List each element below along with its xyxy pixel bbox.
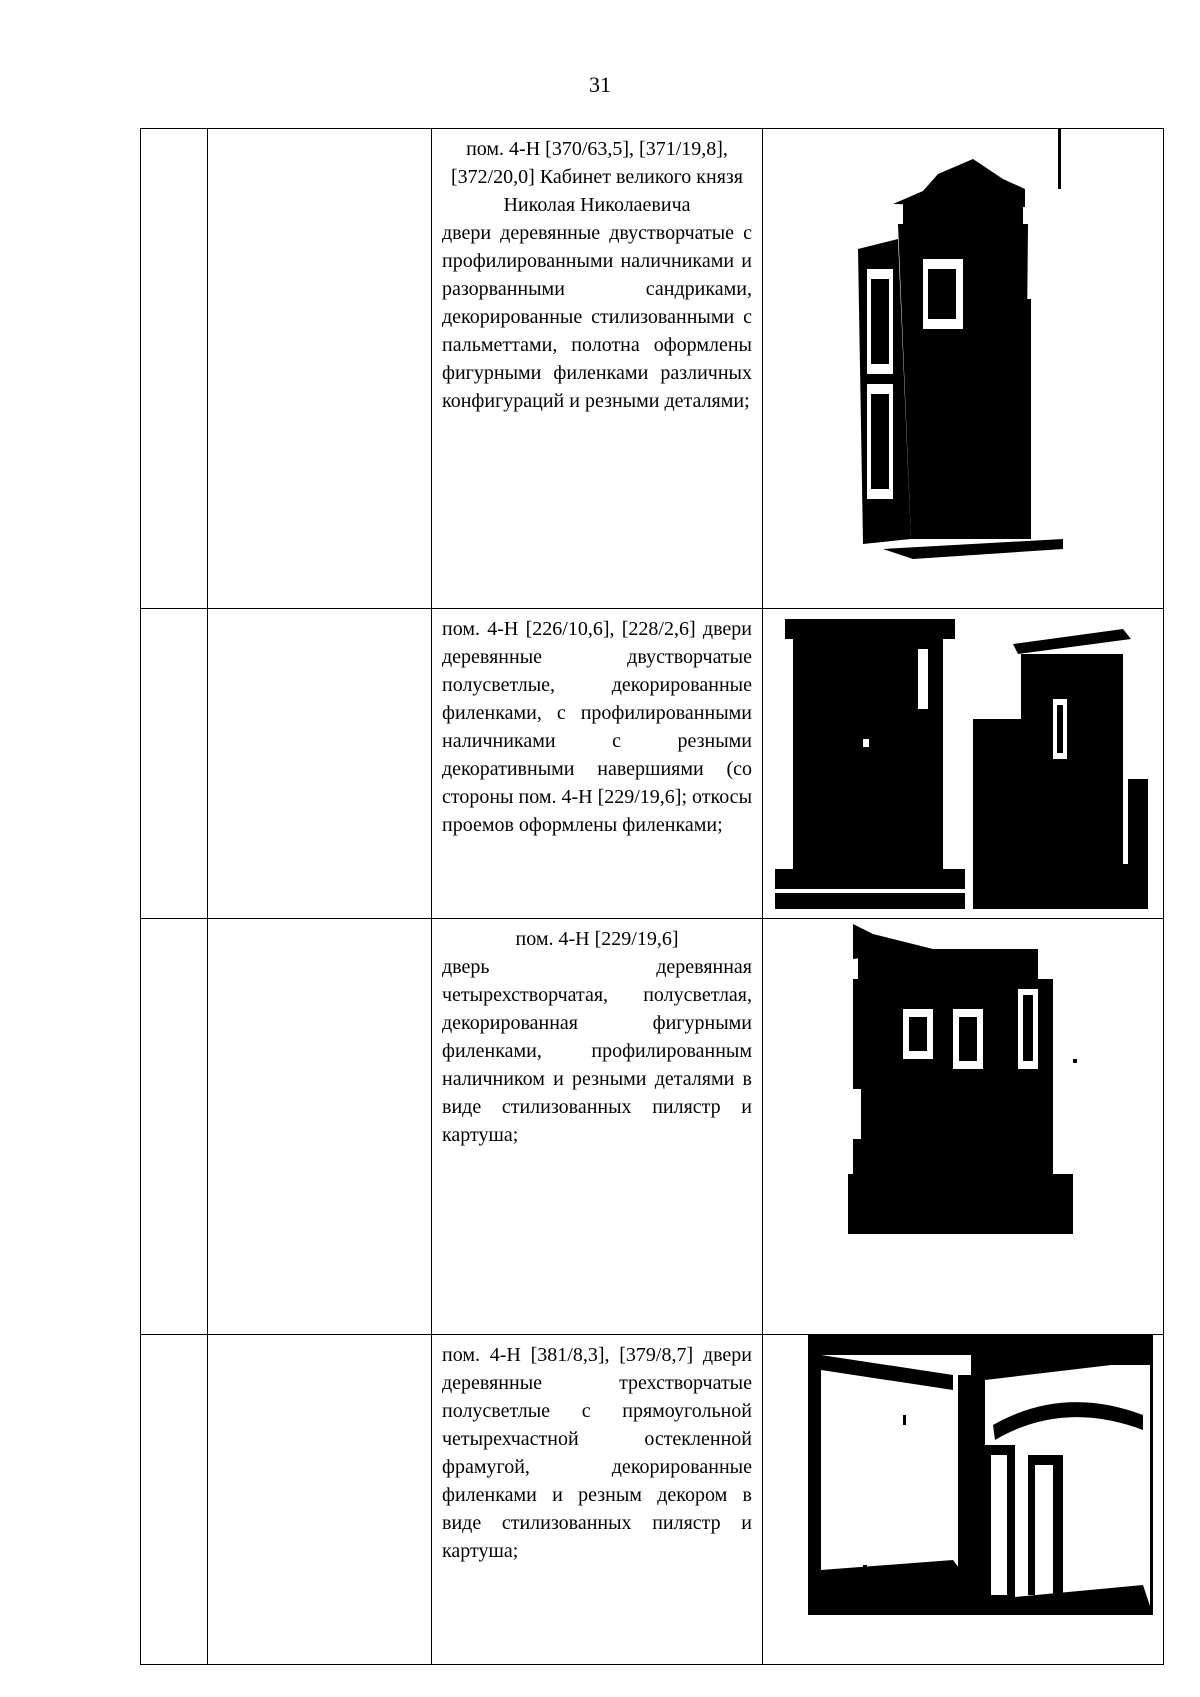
- table-row: [141, 129, 1164, 609]
- photo-two-doors: [763, 609, 1163, 917]
- name-cell: [208, 919, 432, 1335]
- description-text: дверь деревянная четырехстворчатая, полусветлая, декорированная фигурными филенками, профилированным наличником и резными деталями в виде стилизованных пилястр и картуша;: [442, 956, 752, 1146]
- photo-room-interior: [763, 1335, 1163, 1663]
- name-cell: [208, 1335, 432, 1665]
- photo-cell: [763, 129, 1164, 609]
- description-text: пом. 4-Н [226/10,6], [228/2,6] двери деревянные двустворчатые полусветлые, декорированные филенками, с профилированными наличниками с резными декоративными навершиями (со стороны пом. 4-Н [229/19,6]; откосы проемов оформлены филенками;: [442, 618, 752, 836]
- photo-cell: [763, 1335, 1164, 1665]
- monument-table: [140, 128, 1164, 1665]
- description-text: пом. 4-Н [381/8,3], [379/8,7] двери деревянные трехстворчатые полусветлые с прямоугольной четырехчастной остекленной фрамугой, декорированные филенками и резным декором в виде стилизованных пилястр и картуша;: [442, 1344, 752, 1562]
- number-cell: [141, 919, 208, 1335]
- photo-four-leaf-door: [763, 919, 1163, 1333]
- description-text: двери деревянные двустворчатые с профилированными наличниками и разорванными сандриками, декорированные стилизованными с пальметтами, полотна оформлены фигурными филенками различных конфигураций и резными деталями;: [442, 222, 752, 412]
- description-cell: [432, 129, 763, 609]
- room-heading: пом. 4-Н [370/63,5], [371/19,8], [372/20,0] Кабинет великого князя Николая Николаевича: [450, 138, 744, 216]
- name-cell: [208, 129, 432, 609]
- number-cell: [141, 1335, 208, 1665]
- table-row: [141, 919, 1164, 1335]
- photo-cell: [763, 919, 1164, 1335]
- photo-double-door-with-pediment: [763, 129, 1163, 607]
- table-row: [141, 1335, 1164, 1665]
- number-cell: [141, 609, 208, 919]
- description-cell: [432, 609, 763, 919]
- room-heading: пом. 4-Н [229/19,6]: [515, 928, 679, 950]
- page-number: 31: [589, 72, 611, 97]
- photo-cell: [763, 609, 1164, 919]
- number-cell: [141, 129, 208, 609]
- description-cell: [432, 919, 763, 1335]
- name-cell: [208, 609, 432, 919]
- table-row: [141, 609, 1164, 919]
- description-cell: [432, 1335, 763, 1665]
